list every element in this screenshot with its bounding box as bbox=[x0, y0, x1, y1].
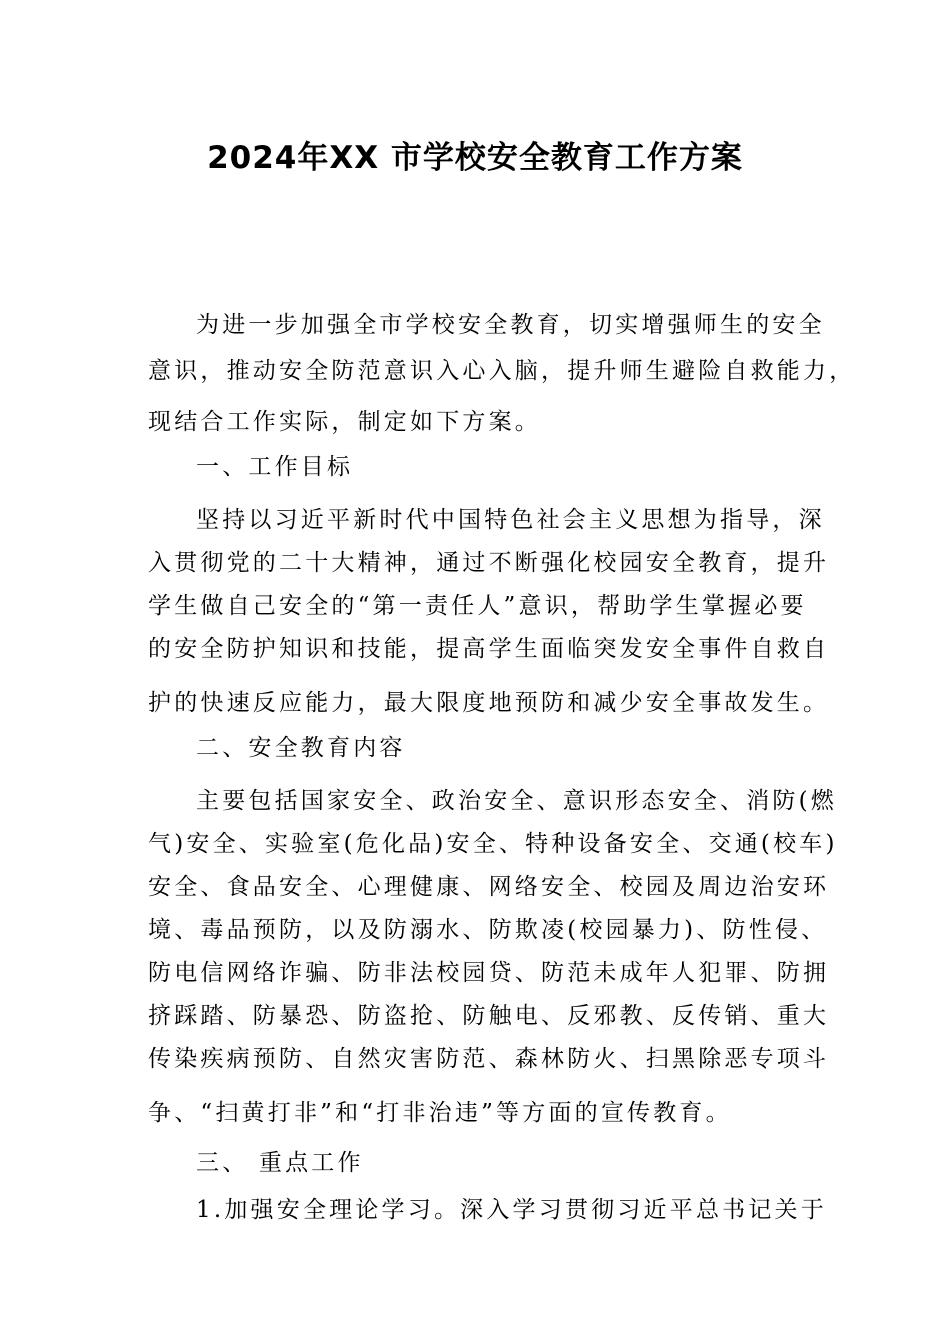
intro-line-1: 为进一步加强全市学校安全教育，切实增强师生的安全 bbox=[196, 312, 825, 338]
section-heading-2: 二、安全教育内容 bbox=[196, 735, 406, 761]
section2-line-2: 气)安全、实验室(危化品)安全、特种设备安全、交通(校车) bbox=[148, 831, 838, 857]
section2-line-6: 挤踩踏、防暴恐、防盗抢、防触电、反邪教、反传销、重大 bbox=[148, 1003, 830, 1029]
section2-line-4: 境、毒品预防，以及防溺水、防欺凌(校园暴力)、防性侵、 bbox=[148, 917, 828, 943]
intro-line-2: 意识，推动安全防范意识入心入脑，提升师生避险自救能力， bbox=[148, 358, 856, 384]
section2-line-3: 安全、食品安全、心理健康、网络安全、校园及周边治安环 bbox=[148, 874, 830, 900]
section2-line-7: 传染疾病预防、自然灾害防范、森林防火、扫黑除恶专项斗 bbox=[148, 1046, 830, 1072]
section1-line-4: 的安全防护知识和技能，提高学生面临突发安全事件自救自 bbox=[148, 636, 830, 662]
section3-line-1: 1.加强安全理论学习。深入学习贯彻习近平总书记关于 bbox=[196, 1197, 827, 1223]
section1-line-3: 学生做自己安全的“第一责任人”意识，帮助学生掌握必要 bbox=[148, 593, 807, 619]
intro-line-3: 现结合工作实际，制定如下方案。 bbox=[148, 409, 541, 435]
document-title: 2024年XX 市学校安全教育工作方案 bbox=[207, 140, 743, 176]
section2-line-1: 主要包括国家安全、政治安全、意识形态安全、消防(燃 bbox=[196, 788, 837, 814]
section2-line-8: 争、“扫黄打非”和“打非治违”等方面的宣传教育。 bbox=[148, 1100, 732, 1126]
section2-line-5: 防电信网络诈骗、防非法校园贷、防范未成年人犯罪、防拥 bbox=[148, 960, 830, 986]
section-heading-3: 三、 重点工作 bbox=[196, 1150, 364, 1176]
section1-line-2: 入贯彻党的二十大精神，通过不断强化校园安全教育，提升 bbox=[148, 550, 830, 576]
section-heading-1: 一、工作目标 bbox=[196, 454, 354, 480]
section1-line-1: 坚持以习近平新时代中国特色社会主义思想为指导，深 bbox=[196, 507, 825, 533]
section1-line-5: 护的快速反应能力，最大限度地预防和减少安全事故发生。 bbox=[148, 690, 830, 716]
